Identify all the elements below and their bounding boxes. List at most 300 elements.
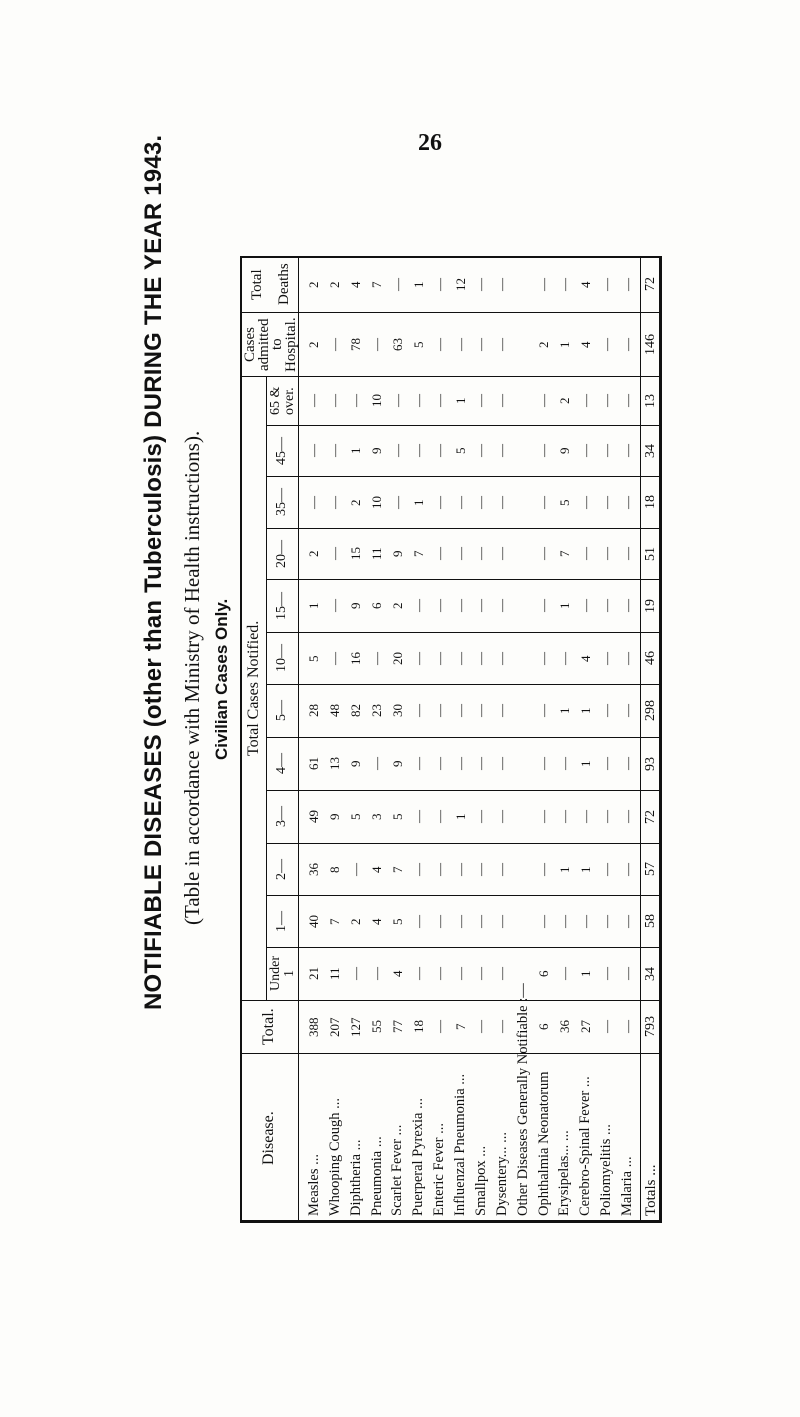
row-disease-name: Other Diseases Generally Notifiable :— <box>514 983 531 1216</box>
table-border-bottom <box>240 1220 662 1223</box>
row-age-cell: — <box>327 599 343 612</box>
row-age-cell: — <box>598 704 614 717</box>
row-age-cell: — <box>494 862 510 876</box>
header-age-8: 20— <box>274 539 289 568</box>
row-age-cell: — <box>452 967 468 980</box>
row-admitted-cell: — <box>619 337 635 351</box>
row-age-cell: — <box>619 394 635 407</box>
row-age-cell: — <box>410 757 426 770</box>
row-age-cell: 5 <box>389 918 405 925</box>
row-age-cell: 1 <box>556 707 572 714</box>
column-separator <box>240 1000 662 1001</box>
row-age-cell: — <box>598 862 614 876</box>
row-age-cell: — <box>494 547 510 560</box>
row-admitted-cell: — <box>473 337 489 351</box>
row-age-cell: — <box>410 444 426 457</box>
row-age-cell: 1 <box>348 447 364 454</box>
row-age-cell: — <box>598 914 614 928</box>
row-age-cell: — <box>494 810 510 823</box>
row-total-cell: — <box>494 1020 510 1033</box>
row-deaths-cell: 4 <box>577 281 593 288</box>
row-age-cell: — <box>598 651 614 665</box>
row-age-cell: — <box>473 810 489 823</box>
header-admitted-word: to <box>269 338 286 350</box>
row-disease-name: Ophthalmia Neonatorum <box>535 1071 552 1216</box>
row-age-cell: — <box>431 651 447 665</box>
header-deaths-word: Deaths <box>276 263 292 305</box>
notifiable-diseases-table <box>240 256 662 1222</box>
row-age-cell: — <box>577 394 593 407</box>
row-age-cell: 1 <box>556 602 572 609</box>
row-age-cell: — <box>598 967 614 980</box>
row-age-cell: 7 <box>556 550 572 557</box>
row-age-cell: 15 <box>348 547 364 560</box>
header-age-2: 2— <box>274 858 289 880</box>
row-deaths-cell: — <box>556 277 572 291</box>
row-age-cell: — <box>619 810 635 823</box>
row-age-cell: 1 <box>452 813 468 820</box>
row-age-cell: — <box>598 547 614 560</box>
row-total-cell: 36 <box>556 1020 572 1033</box>
row-age-cell: 1 <box>577 970 593 977</box>
totals-deaths-cell: 72 <box>643 277 658 291</box>
row-admitted-cell: — <box>598 337 614 351</box>
row-age-cell: 9 <box>389 550 405 557</box>
row-age-cell: — <box>536 394 552 407</box>
header-age-7: 15— <box>274 591 289 620</box>
row-deaths-cell: 12 <box>452 277 468 291</box>
row-age-cell: — <box>389 394 405 407</box>
row-age-cell: — <box>536 599 552 612</box>
column-separator <box>266 528 662 529</box>
row-disease-name: Puerperal Pyrexia ... <box>410 1098 427 1216</box>
row-admitted-cell: — <box>327 337 343 351</box>
row-age-cell: — <box>598 757 614 770</box>
row-age-cell: — <box>452 862 468 876</box>
totals-label: Totals ... <box>642 1164 659 1216</box>
row-admitted-cell: — <box>431 337 447 351</box>
row-age-cell: — <box>473 862 489 876</box>
row-admitted-cell: 1 <box>556 341 572 348</box>
row-age-cell: 36 <box>306 862 322 876</box>
row-age-cell: 1 <box>452 397 468 404</box>
row-disease-name: Cerebro-Spinal Fever ... <box>577 1076 594 1216</box>
row-age-cell: — <box>619 444 635 457</box>
row-age-cell: — <box>410 651 426 665</box>
totals-age-cell: 93 <box>643 756 658 771</box>
row-age-cell: — <box>619 547 635 560</box>
row-total-cell: 77 <box>389 1020 405 1033</box>
table-border-left <box>240 256 242 1222</box>
row-age-cell: — <box>494 967 510 980</box>
row-age-cell: — <box>452 757 468 770</box>
row-age-cell: 2 <box>389 602 405 609</box>
row-age-cell: — <box>452 651 468 665</box>
row-age-cell: 1 <box>577 866 593 873</box>
row-age-cell: 7 <box>327 918 343 925</box>
row-total-cell: — <box>598 1020 614 1033</box>
row-admitted-cell: — <box>369 337 385 351</box>
row-age-cell: — <box>536 444 552 457</box>
row-age-cell: 2 <box>348 499 364 506</box>
row-age-cell: — <box>473 599 489 612</box>
column-separator <box>240 312 662 313</box>
row-age-cell: — <box>410 967 426 980</box>
row-admitted-cell: 63 <box>389 337 405 351</box>
column-separator <box>240 1053 662 1054</box>
row-age-cell: — <box>431 444 447 457</box>
header-separator <box>298 256 299 1222</box>
row-disease-name: Smallpox ... <box>472 1145 489 1216</box>
row-age-cell: 7 <box>410 550 426 557</box>
row-age-cell: — <box>577 547 593 560</box>
row-age-cell: 2 <box>306 550 322 557</box>
header-age-under-1: Under <box>267 956 283 991</box>
row-age-cell: — <box>452 914 468 928</box>
row-deaths-cell: — <box>619 277 635 291</box>
header-age-6: 10— <box>274 644 289 672</box>
row-age-cell: 1 <box>556 866 572 873</box>
table-border-top <box>240 256 662 258</box>
row-age-cell: — <box>473 704 489 717</box>
header-admitted-word: admitted <box>255 318 272 371</box>
row-age-cell: — <box>536 862 552 876</box>
row-age-cell: 9 <box>348 602 364 609</box>
row-age-cell: — <box>494 757 510 770</box>
row-age-cell: — <box>577 495 593 509</box>
row-age-cell: — <box>577 810 593 823</box>
row-deaths-cell: 7 <box>369 281 385 288</box>
totals-age-cell: 72 <box>643 809 658 824</box>
column-separator <box>266 684 662 685</box>
row-deaths-cell: — <box>473 277 489 291</box>
row-age-cell: — <box>431 547 447 560</box>
row-age-cell: — <box>619 704 635 717</box>
row-disease-name: Measles ... <box>305 1153 322 1216</box>
header-deaths-word: Total <box>249 268 265 300</box>
row-age-cell: 4 <box>369 866 385 873</box>
row-age-cell: — <box>494 495 510 509</box>
column-separator <box>266 476 662 477</box>
row-age-cell: — <box>369 967 385 980</box>
header-age-65-over-2: over. <box>282 386 297 415</box>
row-age-cell: — <box>577 914 593 928</box>
row-age-cell: — <box>452 495 468 509</box>
totals-age-cell: 51 <box>643 546 658 561</box>
totals-age-cell: 58 <box>643 914 658 928</box>
row-admitted-cell: 2 <box>306 341 322 348</box>
row-age-cell: 7 <box>389 866 405 873</box>
row-disease-name: Influenzal Pneumonia ... <box>452 1073 469 1216</box>
row-age-cell: 9 <box>327 813 343 820</box>
header-age-5: 5— <box>274 700 289 721</box>
row-age-cell: 5 <box>556 499 572 506</box>
header-admitted-word: Cases <box>242 326 259 362</box>
row-total-cell: 6 <box>536 1023 552 1030</box>
page-number: 26 <box>418 130 442 156</box>
row-age-cell: 1 <box>410 499 426 506</box>
row-deaths-cell: 2 <box>306 281 322 288</box>
row-age-cell: — <box>494 444 510 457</box>
row-age-cell: 5 <box>348 813 364 820</box>
row-age-cell: 6 <box>369 602 385 609</box>
row-age-cell: — <box>431 704 447 717</box>
column-separator <box>266 790 662 791</box>
row-age-cell: 2 <box>348 918 364 925</box>
totals-separator <box>640 256 641 1222</box>
row-admitted-cell: — <box>452 337 468 351</box>
row-age-cell: — <box>473 967 489 980</box>
row-age-cell: — <box>556 810 572 823</box>
row-age-cell: — <box>431 810 447 823</box>
row-age-cell: — <box>410 394 426 407</box>
row-disease-name: Whooping Cough ... <box>326 1097 343 1216</box>
row-age-cell: — <box>556 967 572 980</box>
row-age-cell: 20 <box>389 651 405 665</box>
row-disease-name: Poliomyelitis ... <box>598 1124 615 1216</box>
totals-age-cell: 34 <box>643 966 658 981</box>
row-age-cell: — <box>598 495 614 509</box>
row-age-cell: — <box>306 444 322 457</box>
row-age-cell: 9 <box>369 447 385 454</box>
row-age-cell: — <box>494 704 510 717</box>
totals-age-cell: 57 <box>643 862 658 876</box>
row-age-cell: — <box>327 394 343 407</box>
row-age-cell: 11 <box>327 967 343 980</box>
row-age-cell: 9 <box>348 760 364 767</box>
row-deaths-cell: 4 <box>348 281 364 288</box>
row-age-cell: 9 <box>556 447 572 454</box>
column-separator <box>266 425 662 426</box>
row-total-cell: 207 <box>327 1017 343 1037</box>
row-disease-name: Dysentery... ... <box>493 1131 510 1216</box>
row-admitted-cell: 4 <box>577 341 593 348</box>
totals-age-cell: 34 <box>643 443 658 458</box>
row-age-cell: — <box>577 444 593 457</box>
row-age-cell: — <box>536 757 552 770</box>
totals-admitted-cell: 146 <box>643 333 658 355</box>
row-total-cell: — <box>619 1020 635 1033</box>
row-age-cell: — <box>431 599 447 612</box>
row-disease-name: Diphtheria ... <box>347 1139 364 1216</box>
column-separator <box>266 947 662 948</box>
row-age-cell: — <box>536 651 552 665</box>
row-age-cell: — <box>369 757 385 770</box>
row-age-cell: — <box>389 444 405 457</box>
table-title: NOTIFIABLE DISEASES (other than Tuberculosis) DURING THE YEAR 1943. <box>140 134 167 1010</box>
row-total-cell: 388 <box>306 1017 322 1037</box>
row-age-cell: — <box>410 810 426 823</box>
row-age-cell: 10 <box>369 495 385 509</box>
row-age-cell: — <box>431 862 447 876</box>
header-age-10: 45— <box>274 436 289 465</box>
header-age-9: 35— <box>274 488 289 516</box>
row-age-cell: 5 <box>389 813 405 820</box>
row-age-cell: — <box>494 394 510 407</box>
row-age-cell: — <box>536 495 552 509</box>
row-deaths-cell: 1 <box>410 281 426 288</box>
column-separator <box>266 579 662 580</box>
row-age-cell: — <box>473 394 489 407</box>
row-age-cell: — <box>327 651 343 665</box>
header-age-under-1-num: 1 <box>282 970 297 977</box>
column-separator <box>266 632 662 633</box>
row-age-cell: — <box>598 394 614 407</box>
header-admitted-word: Hospital. <box>282 316 299 372</box>
group-band-separator <box>266 376 267 1000</box>
row-age-cell: — <box>598 444 614 457</box>
row-deaths-cell: — <box>431 277 447 291</box>
row-age-cell: — <box>473 914 489 928</box>
table-subtitle: (Table in accordance with Ministry of Health instructions). <box>180 430 204 925</box>
row-total-cell: — <box>473 1020 489 1033</box>
row-age-cell: — <box>494 599 510 612</box>
row-age-cell: — <box>494 651 510 665</box>
row-age-cell: — <box>473 495 489 509</box>
row-age-cell: — <box>452 599 468 612</box>
row-age-cell: 4 <box>389 970 405 977</box>
row-age-cell: — <box>431 495 447 509</box>
row-age-cell: 11 <box>369 547 385 560</box>
row-total-cell: 27 <box>577 1020 593 1033</box>
row-deaths-cell: — <box>389 277 405 291</box>
civilian-note: Civilian Cases Only. <box>212 598 231 760</box>
row-age-cell: — <box>536 810 552 823</box>
row-age-cell: — <box>619 495 635 509</box>
row-age-cell: — <box>431 394 447 407</box>
row-age-cell: — <box>410 704 426 717</box>
row-age-cell: 10 <box>369 394 385 407</box>
row-age-cell: 5 <box>306 655 322 662</box>
row-age-cell: — <box>306 394 322 407</box>
row-age-cell: — <box>431 914 447 928</box>
row-disease-name: Erysipelas... ... <box>556 1130 573 1216</box>
row-admitted-cell: — <box>494 337 510 351</box>
row-admitted-cell: 78 <box>348 337 364 351</box>
row-age-cell: 40 <box>306 914 322 928</box>
row-age-cell: — <box>619 967 635 980</box>
row-age-cell: — <box>577 599 593 612</box>
row-age-cell: — <box>619 757 635 770</box>
row-deaths-cell: — <box>536 277 552 291</box>
row-age-cell: — <box>410 862 426 876</box>
column-separator <box>266 843 662 844</box>
row-age-cell: — <box>473 651 489 665</box>
row-age-cell: 48 <box>327 704 343 717</box>
row-age-cell: 61 <box>306 757 322 770</box>
row-disease-name: Enteric Fever ... <box>431 1122 448 1216</box>
totals-age-cell: 19 <box>643 598 658 613</box>
totals-age-cell: 13 <box>643 393 658 408</box>
row-age-cell: 1 <box>577 707 593 714</box>
row-age-cell: 21 <box>306 967 322 980</box>
row-age-cell: 1 <box>577 760 593 767</box>
header-disease: Disease. <box>260 1110 277 1165</box>
row-age-cell: — <box>452 704 468 717</box>
row-age-cell: — <box>494 914 510 928</box>
row-age-cell: — <box>327 547 343 560</box>
row-age-cell: — <box>473 547 489 560</box>
totals-age-cell: 46 <box>643 651 658 665</box>
row-age-cell: — <box>348 394 364 407</box>
row-age-cell: — <box>473 444 489 457</box>
row-age-cell: — <box>327 444 343 457</box>
row-age-cell: — <box>327 495 343 509</box>
row-total-cell: 55 <box>369 1020 385 1033</box>
row-age-cell: — <box>410 914 426 928</box>
row-age-cell: 16 <box>348 651 364 665</box>
header-age-4: 4— <box>274 753 289 774</box>
row-admitted-cell: 5 <box>410 341 426 348</box>
row-age-cell: — <box>556 757 572 770</box>
row-deaths-cell: 2 <box>327 281 343 288</box>
row-age-cell: — <box>473 757 489 770</box>
row-age-cell: 13 <box>327 757 343 770</box>
row-disease-name: Scarlet Fever ... <box>389 1124 406 1216</box>
header-total: Total. <box>260 1008 277 1045</box>
row-age-cell: — <box>389 495 405 509</box>
row-age-cell: — <box>348 967 364 980</box>
header-age-1: 1— <box>274 910 289 932</box>
row-age-cell: 49 <box>306 810 322 823</box>
totals-age-cell: 18 <box>643 495 658 509</box>
row-disease-name: Pneumonia ... <box>368 1136 385 1216</box>
row-total-cell: 127 <box>348 1017 364 1037</box>
row-admitted-cell: 2 <box>536 341 552 348</box>
row-age-cell: — <box>369 651 385 665</box>
row-age-cell: — <box>452 547 468 560</box>
row-age-cell: 28 <box>306 704 322 717</box>
row-age-cell: — <box>619 914 635 928</box>
header-age-3: 3— <box>274 806 289 827</box>
table-border-right <box>659 256 662 1222</box>
row-age-cell: 1 <box>306 602 322 609</box>
row-age-cell: — <box>348 862 364 876</box>
row-age-cell: 82 <box>348 704 364 717</box>
row-age-cell: — <box>619 862 635 876</box>
row-total-cell: 7 <box>452 1023 468 1030</box>
totals-total-cell: 793 <box>643 1016 658 1037</box>
row-age-cell: — <box>536 914 552 928</box>
row-age-cell: 2 <box>556 397 572 404</box>
header-age-65-over: 65 & <box>267 386 283 415</box>
row-total-cell: — <box>431 1020 447 1033</box>
row-age-cell: 8 <box>327 866 343 873</box>
row-disease-name: Malaria ... <box>619 1156 636 1216</box>
row-age-cell: 4 <box>369 918 385 925</box>
totals-age-cell: 298 <box>643 700 658 721</box>
row-age-cell: — <box>306 495 322 509</box>
column-separator <box>240 376 662 377</box>
row-age-cell: — <box>431 757 447 770</box>
row-age-cell: 23 <box>369 704 385 717</box>
row-age-cell: 30 <box>389 704 405 717</box>
row-age-cell: 4 <box>577 655 593 662</box>
row-deaths-cell: — <box>598 277 614 291</box>
row-age-cell: — <box>536 547 552 560</box>
row-age-cell: — <box>598 599 614 612</box>
header-total-cases-notified: Total Cases Notified. <box>245 620 262 756</box>
row-total-cell: 18 <box>410 1020 426 1033</box>
column-separator <box>266 895 662 896</box>
row-age-cell: 9 <box>389 760 405 767</box>
row-age-cell: — <box>556 651 572 665</box>
column-separator <box>266 737 662 738</box>
row-age-cell: — <box>598 810 614 823</box>
row-age-cell: — <box>556 914 572 928</box>
row-age-cell: — <box>619 651 635 665</box>
row-age-cell: 5 <box>452 447 468 454</box>
